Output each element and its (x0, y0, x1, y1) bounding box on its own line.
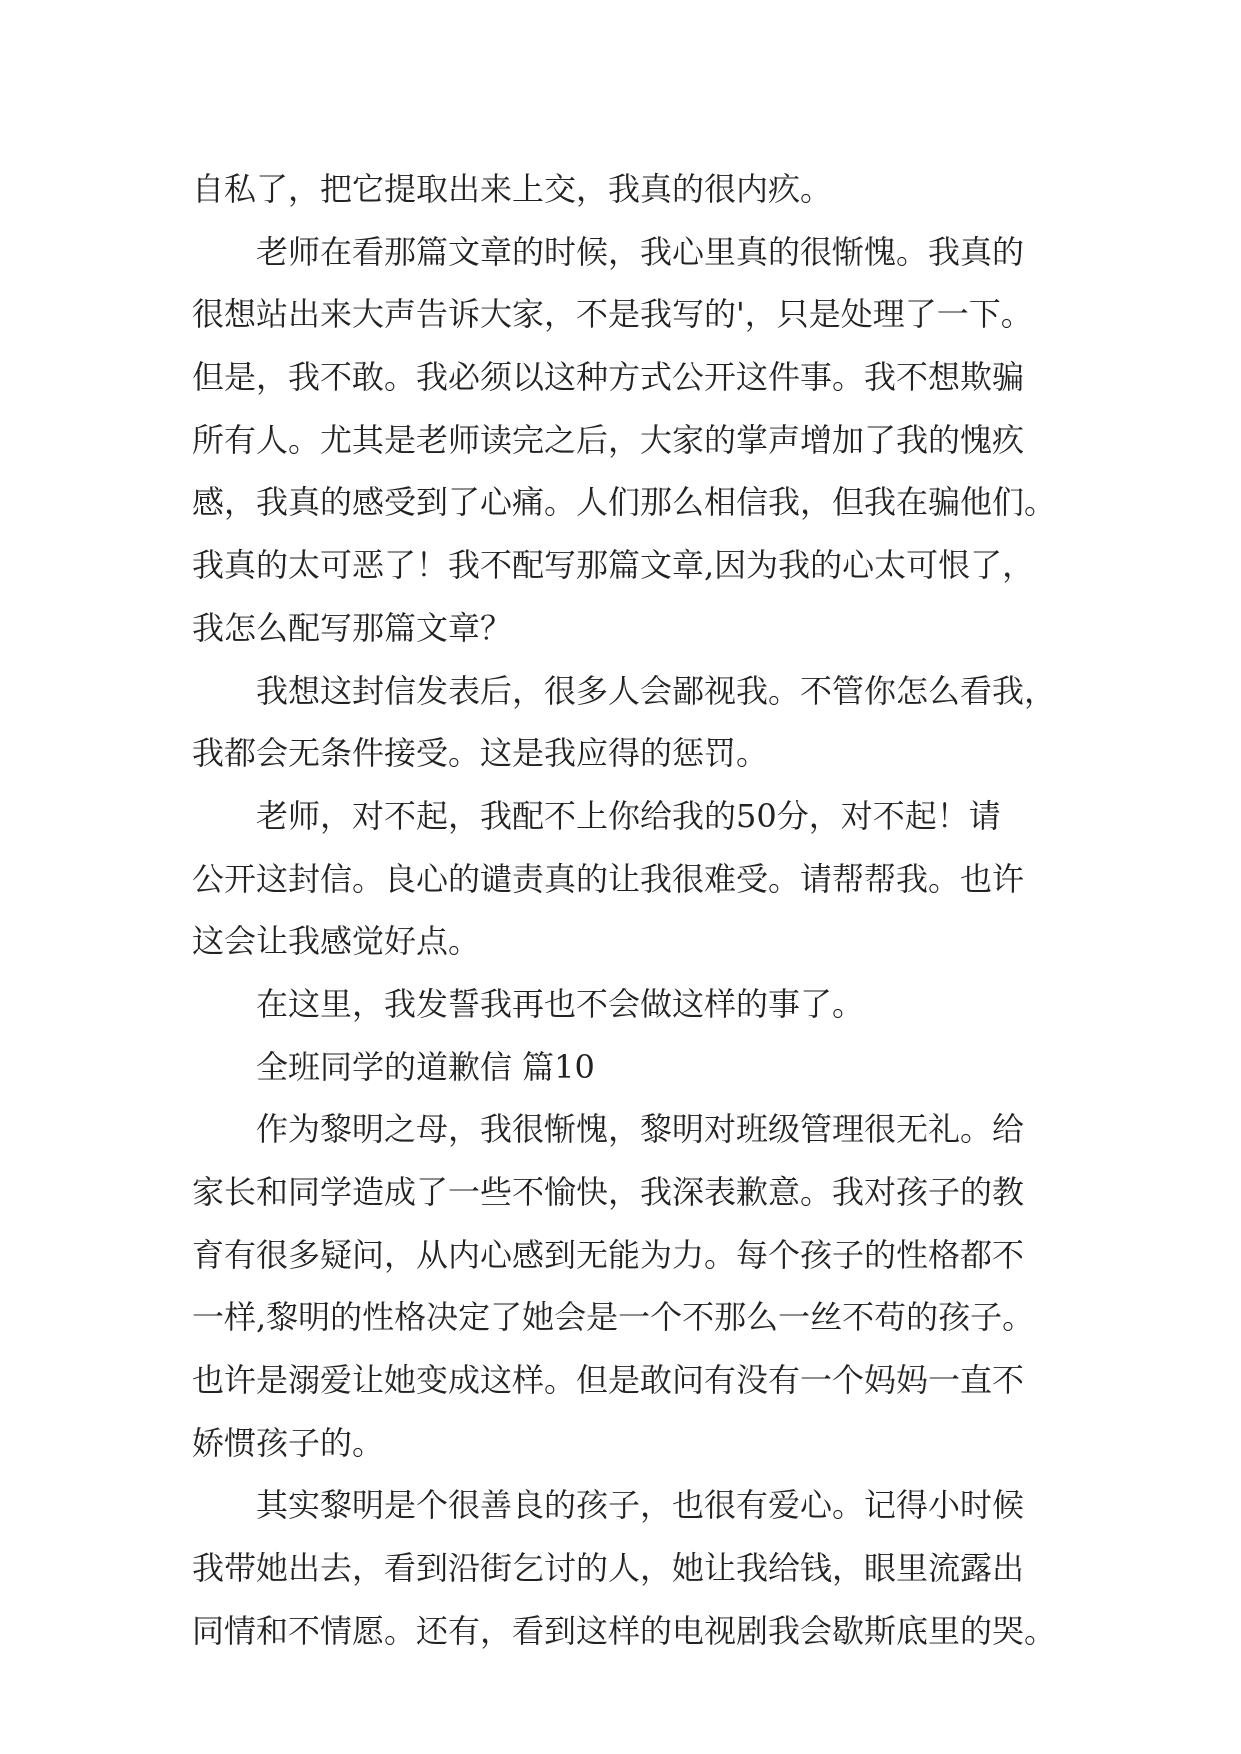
text-line: 其实黎明是个很善良的孩子，也很有爱心。记得小时候 (256, 1486, 1025, 1525)
text-line: 我都会无条件接受。这是我应得的惩罚。 (192, 734, 769, 773)
text-line: 所有人。尤其是老师读完之后，大家的掌声增加了我的愧疚 (192, 420, 1025, 459)
text-line: 娇惯孩子的。 (192, 1423, 385, 1462)
text-line: 在这里，我发誓我再也不会做这样的事了。 (256, 984, 865, 1023)
text-line: 育有很多疑问，从内心感到无能为力。每个孩子的性格都不 (192, 1235, 1025, 1274)
section-heading: 全班同学的道歉信 篇10 (256, 1047, 595, 1086)
text-line: 也许是溺爱让她变成这样。但是敢问有没有一个妈妈一直不 (192, 1361, 1025, 1400)
document-body (192, 158, 1072, 1663)
text-line: 感，我真的感受到了心痛。人们那么相信我，但我在骗他们。 (192, 483, 1057, 522)
text-line: 我怎么配写那篇文章？ (192, 608, 513, 647)
text-line: 同情和不情愿。还有，看到这样的电视剧我会歇斯底里的哭。 (192, 1611, 1057, 1650)
text-line: 这会让我感觉好点。 (192, 922, 481, 961)
text-line: 一样,黎明的性格决定了她会是一个不那么一丝不苟的孩子。 (192, 1298, 1035, 1337)
text-line: 老师在看那篇文章的时候，我心里真的很惭愧。我真的 (256, 232, 1025, 271)
text-line: 我想这封信发表后，很多人会鄙视我。不管你怎么看我， (256, 671, 1057, 710)
text-line: 我带她出去，看到沿街乞讨的人，她让我给钱，眼里流露出 (192, 1549, 1025, 1588)
text-line: 我真的太可恶了！我不配写那篇文章,因为我的心太可恨了， (192, 546, 1035, 585)
text-line: 很想站出来大声告诉大家，不是我写的'，只是处理了一下。 (192, 295, 1033, 334)
text-line: 但是，我不敢。我必须以这种方式公开这件事。我不想欺骗 (192, 358, 1025, 397)
text-line: 公开这封信。良心的谴责真的让我很难受。请帮帮我。也许 (192, 859, 1025, 898)
text-line: 家长和同学造成了一些不愉快，我深表歉意。我对孩子的教 (192, 1173, 1025, 1211)
text-line: 自私了，把它提取出来上交，我真的很内疚。 (192, 170, 833, 208)
text-line: 作为黎明之母，我很惭愧，黎明对班级管理很无礼。给 (256, 1110, 1025, 1149)
text-line: 老师，对不起，我配不上你给我的50分，对不起！请 (256, 796, 1001, 835)
